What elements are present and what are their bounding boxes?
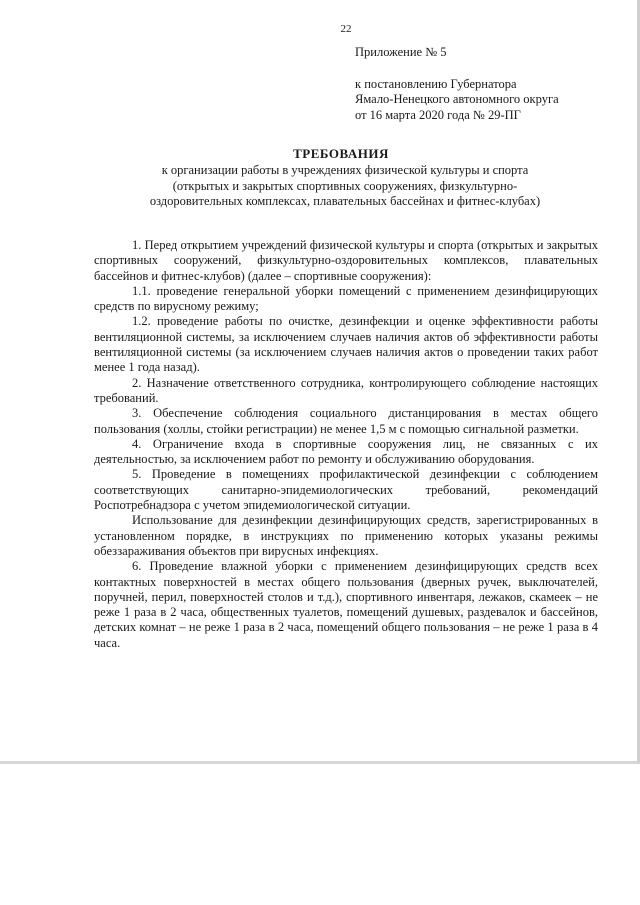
subtitle-line-3: оздоровительных комплексах, плавательных бассейнах и фитнес-клубах) <box>149 194 541 208</box>
appendix-title: Приложение № 5 <box>355 45 447 59</box>
document-subtitle <box>100 163 590 210</box>
paragraph-6: 6. Проведение влажной уборки с применением дезинфицирующих средств всех контактных поверхностей в местах общего пользования (дверных ручек, выключателей, поручней, перил, поверхностей столов и т.д.), спортивного инвентаря, лежаков, скамеек – не реже 1 раза в 2 часа, общественных туалетов, помещений душевых, раздевалок и бассейнов, детских комнат – не реже 1 раза в 2 часа, помещений общего пользования – не реже 1 раза в 4 часа. <box>94 559 598 650</box>
document-body <box>94 238 598 651</box>
paragraph-5-usage: Использование для дезинфекции дезинфицирующих средств, зарегистрированных в установленном порядке, в инструкциях по применению которых указаны режимы обеззараживания объектов при вирусных инфекциях. <box>94 513 598 558</box>
paragraph-5: 5. Проведение в помещениях профилактической дезинфекции с соблюдением соответствующих санитарно-эпидемиологических требований, рекомендаций Роспотребнадзора с учетом эпидемиологической ситуации. <box>94 467 598 513</box>
document-title: ТРЕБОВАНИЯ <box>293 146 389 161</box>
appendix-block <box>355 45 559 123</box>
paragraph-2: 2. Назначение ответственного сотрудника, контролирующего соблюдение настоящих требований. <box>94 375 598 405</box>
page-number: 22 <box>340 23 352 35</box>
paragraph-1: 1. Перед открытием учреждений физической культуры и спорта (открытых и закрытых спортивных сооружений, физкультурно-оздоровительных комплексов, плавательных бассейнов и фитнес-клубов) (далее – спортивные сооружения): <box>94 238 598 283</box>
subtitle-line-1: к организации работы в учреждениях физической культуры и спорта <box>161 163 529 177</box>
appendix-line-3: от 16 марта 2020 года № 29-ПГ <box>355 107 521 122</box>
appendix-line-1: к постановлению Губернатора <box>355 76 517 91</box>
subtitle-line-2: (открытых и закрытых спортивных сооружениях, физкультурно- <box>172 178 518 193</box>
paragraph-4: 4. Ограничение входа в спортивные сооружения лиц, не связанных с их деятельностью, за исключением работ по ремонту и обслуживанию оборудования. <box>94 436 598 467</box>
paragraph-1-2: 1.2. проведение работы по очистке, дезинфекции и оценке эффективности работы вентиляционной системы, за исключением случаев наличия актов об эффективности работы вентиляционной системы (за исключением случаев наличия актов о проведении таких работ менее 1 года назад). <box>94 314 598 375</box>
paragraph-1-1: 1.1. проведение генеральной уборки помещений с применением дезинфицирующих средств по вирусному режиму; <box>94 283 598 314</box>
paragraph-3: 3. Обеспечение соблюдения социального дистанцирования в местах общего пользования (холлы, стойки регистрации) не менее 1,5 м с помощью сигнальной разметки. <box>94 406 598 436</box>
appendix-line-2: Ямало-Ненецкого автономного округа <box>355 92 559 106</box>
